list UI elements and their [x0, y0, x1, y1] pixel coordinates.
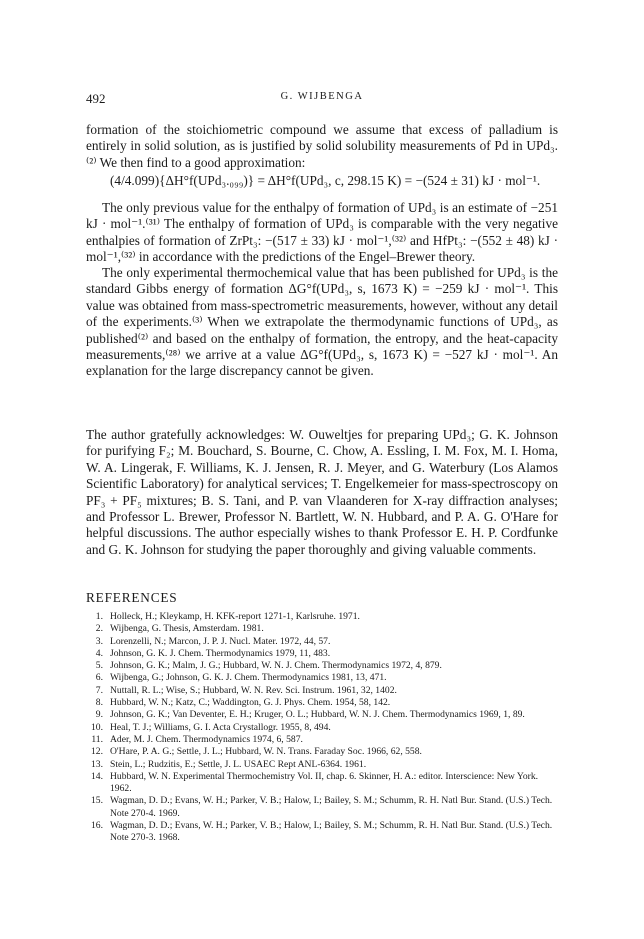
- reference-item: [86, 722, 558, 734]
- page-number: 492: [86, 91, 106, 106]
- paragraph-gibbs-energy: [86, 265, 558, 380]
- reference-text: Heal, T. J.; Williams, G. I. Acta Crystallogr. 1955, 8, 494.: [110, 721, 331, 733]
- reference-item: [86, 759, 558, 771]
- paragraph-text: formation of the stoichiometric compound we assume that excess of palladium is entirely in solid solution, as is justified by solid solubility measurements of Pd in UPd₃.⁽²⁾ We then find to a good approximation:: [86, 122, 558, 170]
- reference-text: Wagman, D. D.; Evans, W. H.; Parker, V. B.; Halow, I.; Bailey, S. M.; Schumm, R. H. Natl Bur. Stand. (U.S.) Tech. Note 270-4. 1969.: [110, 795, 553, 819]
- running-head-author: G. WIJBENGA: [280, 91, 364, 102]
- paragraph-purity: [86, 122, 558, 171]
- reference-number: 4.: [95, 647, 103, 659]
- reference-item: [86, 636, 558, 648]
- running-header: [86, 91, 558, 107]
- reference-number: 3.: [95, 635, 103, 647]
- reference-text: Ader, M. J. Chem. Thermodynamics 1974, 6, 587.: [110, 733, 303, 745]
- reference-number: 15.: [91, 795, 103, 807]
- reference-text: Hubbard, W. N. Experimental Thermochemistry Vol. II, chap. 6. Skinner, H. A.: editor. Interscience: New York. 1962.: [110, 770, 539, 795]
- reference-text: Johnson, G. K.; Malm, J. G.; Hubbard, W. N. J. Chem. Thermodynamics 1972, 4, 879.: [110, 660, 442, 672]
- reference-item: [86, 746, 558, 758]
- reference-number: 11.: [91, 733, 103, 745]
- reference-item: [86, 672, 558, 684]
- reference-text: Wijbenga, G. Thesis, Amsterdam. 1981.: [110, 623, 264, 635]
- reference-item: [86, 685, 558, 697]
- reference-text: Lorenzelli, N.; Marcon, J. P. J. Nucl. Mater. 1972, 44, 57.: [110, 635, 331, 647]
- reference-text: Wagman, D. D.; Evans, W. H.; Parker, V. B.; Halow, I.; Bailey, S. M.; Schumm, R. H. Natl Bur. Stand. (U.S.) Tech. Note 270-3. 1968.: [110, 820, 553, 844]
- reference-number: 6.: [95, 672, 103, 684]
- reference-number: 7.: [95, 684, 103, 696]
- reference-text: O'Hare, P. A. G.; Settle, J. L.; Hubbard, W. N. Trans. Faraday Soc. 1966, 62, 558.: [110, 746, 422, 758]
- reference-number: 9.: [95, 709, 103, 721]
- reference-item: [86, 623, 558, 635]
- reference-text: Hubbard, W. N.; Katz, C.; Waddington, G. J. Phys. Chem. 1954, 58, 142.: [110, 697, 391, 709]
- paragraph-text: The only previous value for the enthalpy of formation of UPd₃ is an estimate of −251 kJ · mol⁻¹.⁽³¹⁾ The enthalpy of formation of UPd₃ is comparable with the very negative enthalpies of formation of ZrPt₃: −(517 ± 33) kJ · mol⁻¹,⁽³²⁾ and HfPt₃: −(552 ± 48) kJ · mol⁻¹,⁽³²⁾ in accordance with the predictions of the Engel–Brewer theory.: [86, 200, 558, 265]
- reference-number: 13.: [91, 758, 103, 770]
- reference-item: [86, 820, 558, 845]
- reference-item: [86, 660, 558, 672]
- reference-item: [86, 771, 558, 796]
- reference-number: 2.: [95, 623, 103, 635]
- reference-item: [86, 709, 558, 721]
- reference-item: [86, 611, 558, 623]
- reference-number: 12.: [91, 746, 103, 758]
- reference-number: 8.: [95, 697, 103, 709]
- reference-text: Nuttall, R. L.; Wise, S.; Hubbard, W. N. Rev. Sci. Instrum. 1961, 32, 1402.: [110, 684, 397, 696]
- reference-item: [86, 648, 558, 660]
- reference-item: [86, 795, 558, 820]
- reference-number: 5.: [95, 660, 103, 672]
- reference-item: [86, 697, 558, 709]
- acknowledgements: [86, 427, 558, 558]
- reference-text: Wijbenga, G.; Johnson, G. K. J. Chem. Thermodynamics 1981, 13, 471.: [110, 672, 387, 684]
- reference-text: Stein, L.; Rudzitis, E.; Settle, J. L. USAEC Rept ANL-6364. 1961.: [110, 758, 367, 770]
- paragraph-text: The only experimental thermochemical value that has been published for UPd₃ is the standard Gibbs energy of formation ΔG°f(UPd₃, s, 1673 K) = −259 kJ · mol⁻¹. This value was obtained from mass-spectrometric measurements, however, without any detail of the experiments.⁽³⁾ When we extrapolate the thermodynamic functions of UPd₃, as published⁽²⁾ and based on the enthalpy of formation, the entropy, and the heat-capacity measurements,⁽²⁸⁾ we arrive at a value ΔG°f(UPd₃, s, 1673 K) = −527 kJ · mol⁻¹. An explanation for the large discrepancy cannot be given.: [86, 265, 558, 379]
- reference-number: 1.: [95, 611, 103, 622]
- reference-number: 10.: [91, 721, 103, 733]
- equation-enthalpy: (4/4.099){ΔH°f(UPd₃.₀₉₉)} = ΔH°f(UPd₃, c, 298.15 K) = −(524 ± 31) kJ · mol⁻¹.: [110, 173, 541, 188]
- acknowledgements-text: The author gratefully acknowledges: W. Ouweltjes for preparing UPd₃; G. K. Johnson for purifying F₂; M. Bouchard, S. Bourne, C. Chow, A. Essling, I. M. Fox, M. I. Homa, W. A. Lingerak, F. Williams, K. J. Jensen, R. J. Meyer, and G. Waterbury (Los Alamos Scientific Laboratory) for analytical services; T. Engelkemeier for mass-spectroscopy on PF₃ + PF₅ mixtures; B. S. Tani, and P. van Vlaanderen for X-ray diffraction analyses; and Professor L. Brewer, Professor N. Bartlett, W. N. Hubbard, and P. A. G. O'Hare for helpful discussions. The author especially wishes to thank Professor E. H. P. Cordfunke and G. K. Johnson for studying the paper thoroughly and giving valuable comments.: [86, 427, 558, 557]
- paragraph-enthalpy-comparison: [86, 200, 558, 266]
- references-heading: REFERENCES: [86, 590, 178, 605]
- reference-number: 16.: [91, 820, 103, 832]
- reference-text: Johnson, G. K.; Van Deventer, E. H.; Kruger, O. L.; Hubbard, W. N. J. Chem. Thermodynamics 1969, 1, 89.: [110, 709, 525, 721]
- reference-list: [86, 611, 558, 845]
- reference-text: Johnson, G. K. J. Chem. Thermodynamics 1979, 11, 483.: [110, 647, 331, 659]
- reference-text: Holleck, H.; Kleykamp, H. KFK-report 1271-1, Karlsruhe. 1971.: [110, 611, 360, 622]
- reference-item: [86, 734, 558, 746]
- reference-number: 14.: [91, 770, 103, 782]
